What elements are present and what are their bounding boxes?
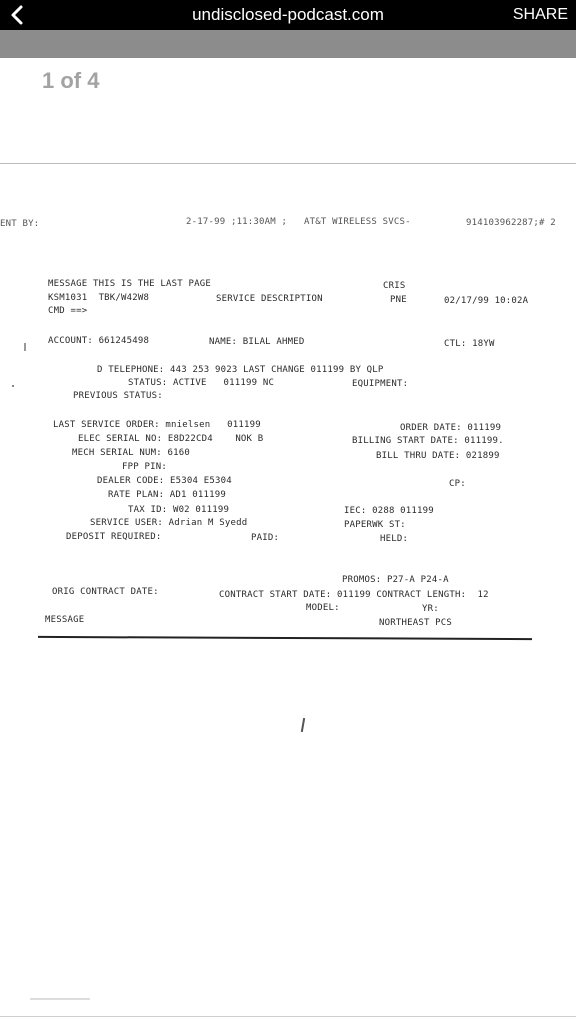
page-bottom-edge (0, 1016, 576, 1017)
service-description-title: SERVICE DESCRIPTION (216, 294, 323, 304)
mech-serial-field: MECH SERIAL NUM: 6160 (72, 448, 190, 458)
order-date-field: ORDER DATE: 011199 (400, 423, 502, 433)
orig-contract-date-field: ORIG CONTRACT DATE: (52, 587, 159, 597)
rate-plan-field: RATE PLAN: AD1 011199 (108, 490, 226, 500)
deposit-required-field: DEPOSIT REQUIRED: (66, 532, 162, 542)
dealer-code-field: DEALER CODE: E5304 E5304 (97, 476, 232, 486)
print-date: 02/17/99 10:02A (444, 296, 529, 306)
northeast-pcs-field: NORTHEAST PCS (379, 618, 453, 628)
bill-thru-date-field: BILL THRU DATE: 021899 (376, 451, 500, 461)
service-user-field: SERVICE USER: Adrian M Syedd (90, 518, 248, 528)
share-button[interactable]: SHARE (512, 6, 568, 23)
cp-field: CP: (449, 479, 466, 489)
last-service-order-field: LAST SERVICE ORDER: mnielsen 011199 (53, 420, 261, 430)
telephone-field: D TELEPHONE: 443 253 9023 LAST CHANGE 011199 BY QLP (97, 365, 384, 375)
equipment-field: EQUIPMENT: (352, 379, 409, 389)
fax-carrier: AT&T WIRELESS SVCS- (304, 217, 411, 227)
billing-start-date-field: BILLING START DATE: 011199. (352, 436, 504, 446)
pne-label: PNE (390, 295, 407, 305)
tax-id-field: TAX ID: W02 011199 (128, 505, 230, 515)
promos-field: PROMOS: P27-A P24-A (342, 575, 449, 585)
name-field: NAME: BILAL AHMED (209, 337, 305, 347)
scan-speck (12, 385, 14, 387)
account-field: ACCOUNT: 661245498 (48, 336, 150, 346)
cmd-line: CMD ==> (48, 306, 88, 316)
ctl-field: CTL: 18YW (444, 339, 495, 349)
page-divider (0, 163, 576, 164)
fax-date-time: 2-17-99 ;11:30AM ; (186, 217, 288, 227)
paperwork-status-field: PAPERWK ST: (344, 520, 406, 530)
fpp-pin-field: FPP PIN: (122, 462, 167, 472)
message-line: MESSAGE THIS IS THE LAST PAGE (48, 279, 211, 289)
scan-speck (24, 343, 26, 351)
fax-sent-by: ENT BY: (0, 219, 40, 229)
held-field: HELD: (380, 534, 409, 544)
previous-status-field: PREVIOUS STATUS: (73, 391, 163, 401)
model-field: MODEL: (306, 603, 340, 613)
scan-speck (30, 998, 90, 1000)
elec-serial-field: ELEC SERIAL NO: E8D22CD4 NOK B (78, 434, 264, 444)
browser-top-bar (0, 0, 576, 30)
contract-start-field: CONTRACT START DATE: 011199 CONTRACT LENGTH: 12 (219, 590, 489, 600)
message-field: MESSAGE (45, 615, 85, 625)
page-indicator: 1 of 4 (42, 68, 100, 93)
paid-field: PAID: (251, 533, 280, 543)
fax-number: 914103962287;# 2 (466, 218, 556, 228)
page-url: undisclosed-podcast.com (192, 5, 384, 24)
status-field: STATUS: ACTIVE 011199 NC (128, 378, 275, 388)
ksm-line: KSM1031 TBK/W42W8 (48, 293, 150, 303)
viewer-toolbar (0, 30, 576, 58)
cris-label: CRIS (383, 281, 406, 291)
year-field: YR: (422, 604, 439, 614)
iec-field: IEC: 0288 011199 (344, 506, 434, 516)
